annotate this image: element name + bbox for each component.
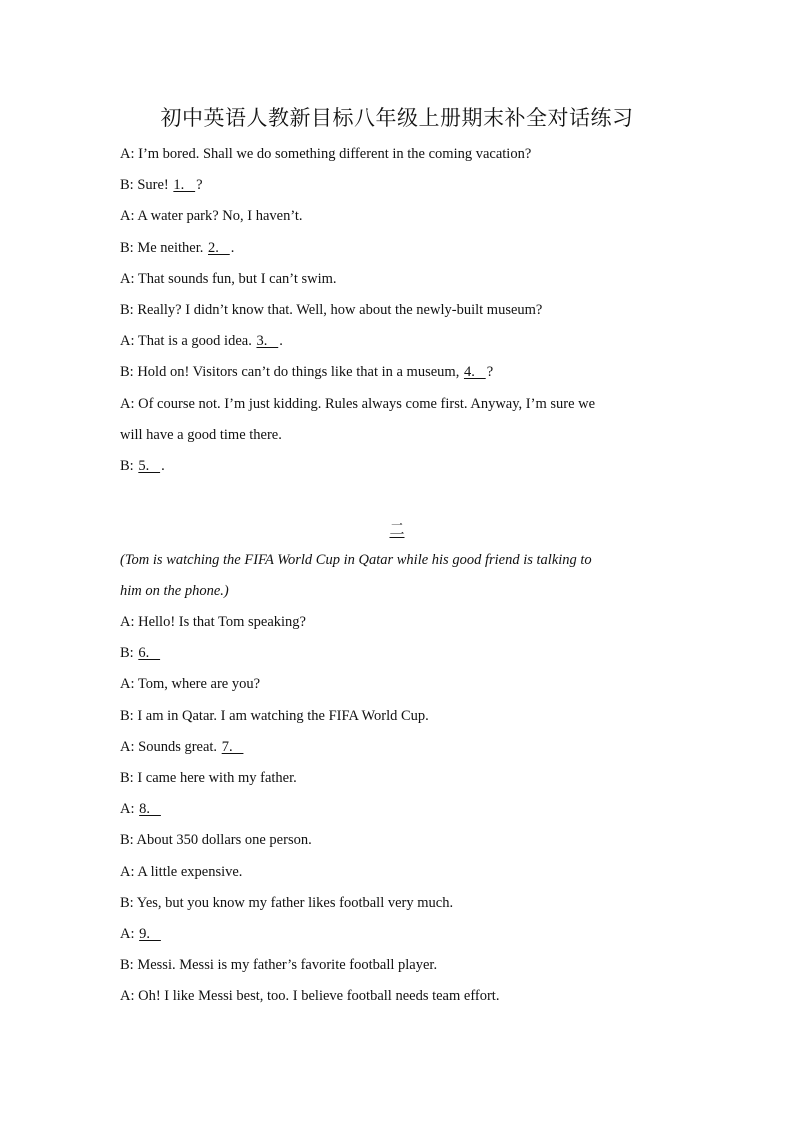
speaker-label: B: [120, 645, 134, 661]
answer-blank-6[interactable]: 6. [138, 645, 161, 661]
speaker-label: A: [120, 208, 135, 224]
dialogue-line [120, 955, 660, 975]
dialogue-line [120, 394, 660, 414]
line-text: Oh! I like Messi best, too. I believe football needs team effort. [138, 988, 500, 1004]
dialogue-line [120, 206, 660, 226]
speaker-label: B: [120, 770, 134, 786]
page-title: 初中英语人教新目标八年级上册期末补全对话练习 [160, 106, 634, 130]
dialogue-line [120, 300, 660, 320]
line-text: Messi. Messi is my father’s favorite football player. [137, 957, 438, 973]
line-tail: . [230, 240, 235, 256]
line-text: I came here with my father. [137, 770, 297, 786]
speaker-label: B: [120, 177, 134, 193]
dialogue-line [120, 768, 660, 788]
line-text: will have a good time there. [120, 427, 282, 443]
speaker-label: A: [120, 396, 135, 412]
speaker-label: A: [120, 146, 135, 162]
line-text: I am in Qatar. I am watching the FIFA World Cup. [137, 708, 429, 724]
dialogue-line [120, 144, 660, 164]
dialogue-line [120, 893, 660, 913]
line-text: A water park? No, I haven’t. [137, 208, 303, 224]
speaker-label: A: [120, 864, 135, 880]
dialogue-line [120, 331, 660, 351]
speaker-label: B: [120, 708, 134, 724]
line-text: Hello! Is that Tom speaking? [138, 614, 306, 630]
line-text: A little expensive. [137, 864, 243, 880]
answer-blank-2[interactable]: 2. [208, 240, 230, 256]
speaker-label: A: [120, 801, 135, 817]
dialogue-line [120, 674, 660, 694]
context-note: him on the phone.) [120, 583, 229, 599]
dialogue-line [120, 362, 660, 382]
line-tail: ? [196, 177, 203, 193]
answer-blank-1[interactable]: 1. [173, 177, 196, 193]
line-text: Me neither. [137, 240, 204, 256]
answer-blank-9[interactable]: 9. [139, 926, 161, 942]
speaker-label: A: [120, 614, 135, 630]
line-text: Sure! [137, 177, 169, 193]
line-text: I’m bored. Shall we do something different in the coming vacation? [138, 146, 532, 162]
answer-blank-3[interactable]: 3. [256, 333, 279, 349]
section-heading: 二 [389, 522, 405, 538]
answer-blank-5[interactable]: 5. [138, 458, 161, 474]
speaker-label: A: [120, 988, 135, 1004]
answer-blank-4[interactable]: 4. [463, 364, 486, 380]
speaker-label: B: [120, 240, 134, 256]
dialogue-line [120, 269, 660, 289]
speaker-label: A: [120, 926, 135, 942]
line-text: Of course not. I’m just kidding. Rules always come first. Anyway, I’m sure we [138, 396, 596, 412]
line-text: Sounds great. [138, 739, 218, 755]
line-text: Really? I didn’t know that. Well, how about the newly-built museum? [137, 302, 543, 318]
line-tail: . [279, 333, 283, 349]
line-text: Yes, but you know my father likes football very much. [136, 895, 454, 911]
speaker-label: B: [120, 302, 134, 318]
speaker-label: A: [120, 739, 135, 755]
dialogue-line [120, 986, 660, 1006]
answer-blank-7[interactable]: 7. [221, 739, 244, 755]
dialogue-line [120, 175, 660, 195]
dialogue-line [120, 425, 660, 445]
dialogue-line [120, 799, 660, 819]
speaker-label: A: [120, 333, 135, 349]
speaker-label: B: [120, 364, 134, 380]
line-tail: ? [486, 364, 494, 380]
line-text: About 350 dollars one person. [136, 832, 312, 848]
dialogue-line [120, 737, 660, 757]
line-text: That is a good idea. [137, 333, 252, 349]
speaker-label: A: [120, 676, 135, 692]
speaker-label: B: [120, 957, 134, 973]
dialogue-line [120, 238, 660, 258]
context-note: (Tom is watching the FIFA World Cup in Qatar while his good friend is talking to [120, 552, 592, 568]
line-text: Tom, where are you? [137, 676, 261, 692]
dialogue-line [120, 643, 660, 663]
line-text: Hold on! Visitors can’t do things like that in a museum, [137, 364, 460, 380]
speaker-label: B: [120, 458, 134, 474]
dialogue-line [120, 456, 660, 476]
dialogue-line [120, 924, 660, 944]
dialogue-line [120, 862, 660, 882]
speaker-label: B: [120, 895, 134, 911]
line-tail: . [161, 458, 165, 474]
line-text: That sounds fun, but I can’t swim. [137, 271, 337, 287]
speaker-label: A: [120, 271, 135, 287]
speaker-label: B: [120, 832, 134, 848]
dialogue-line [120, 830, 660, 850]
answer-blank-8[interactable]: 8. [139, 801, 161, 817]
dialogue-line [120, 706, 660, 726]
dialogue-line [120, 612, 660, 632]
